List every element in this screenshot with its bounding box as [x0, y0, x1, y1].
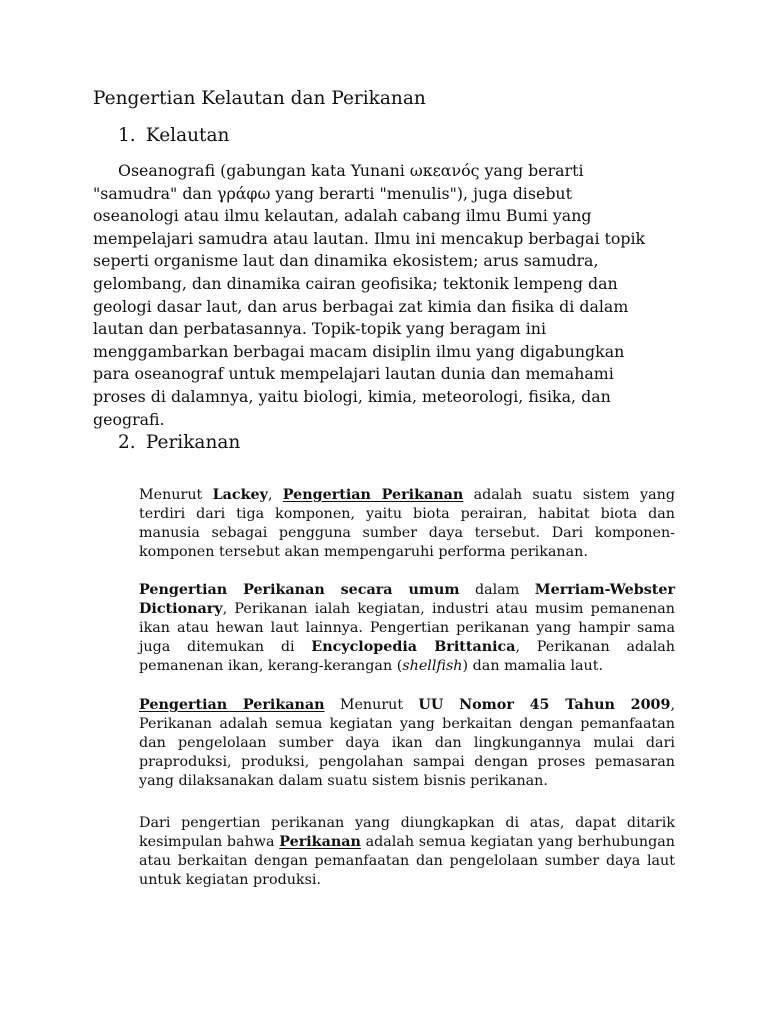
section-number: 1. — [118, 125, 136, 146]
text-span: Dari pengertian perikanan yang diungkapkan di atas, dapat ditarik kesimpulan bahwa — [139, 815, 675, 850]
section-title: Perikanan — [145, 432, 241, 453]
text-span: , Perikanan adalah semua kegiatan yang berkaitan dengan pemanfaatan dan pengelolaan sumber daya ikan dan lingkungannya mulai dari praproduksi, produksi, pengolahan sampai dengan proses pemasaran yang dilaksanakan dalam suatu sistem bisnis perikanan. — [139, 697, 675, 789]
underlined-term: Perikanan — [279, 834, 361, 850]
text-span: , — [267, 487, 283, 503]
text-span: adalah suatu sistem yang terdiri dari tiga komponen, yaitu biota perairan, habitat biota dan manusia sebagai pengguna sumber daya tersebut. Dari komponen-komponen tersebut akan mempengaruhi performa perikanan. — [139, 487, 675, 560]
perikanan-paragraph-lackey — [139, 486, 675, 562]
underlined-term: Pengertian Perikanan — [282, 487, 464, 503]
text-span: Menurut — [139, 487, 213, 503]
bold-uu-nomor: UU Nomor 45 Tahun 2009 — [418, 697, 671, 713]
section-heading-kelautan — [118, 125, 229, 146]
perikanan-paragraph-uu — [139, 696, 675, 791]
perikanan-paragraph-umum — [139, 581, 675, 676]
text-span: adalah semua kegiatan yang berhubungan atau berkaitan dengan pemanfaatan dan pengelolaan sumber daya laut untuk kegiatan produksi. — [139, 834, 675, 888]
text-span: dalam — [459, 582, 535, 598]
section-title: Kelautan — [145, 125, 230, 146]
text-span: , Perikanan ialah kegiatan, industri atau musim pemanenan ikan atau hewan laut lainnya. Pengertian perikanan yang hampir sama juga ditemukan di — [139, 601, 675, 655]
page-title: Pengertian Kelautan dan Perikanan — [93, 88, 426, 109]
text-span: ) dan mamalia laut. — [462, 658, 604, 674]
italic-shellfish: shellfish — [402, 658, 463, 674]
bold-merriam-webster: Merriam-Webster Dictionary — [139, 582, 676, 617]
bold-encyclopedia-brittanica: Encyclopedia Brittanica — [311, 639, 516, 655]
text-span: , Perikanan adalah pemanenan ikan, kerang-kerangan ( — [139, 639, 675, 674]
perikanan-paragraph-kesimpulan — [139, 814, 675, 890]
kelautan-paragraph: Oseanografi (gabungan kata Yunani ωκεανός yang berarti "samudra" dan γράφω yang berarti "menulis"), juga disebut oseanologi atau ilmu kelautan, adalah cabang ilmu Bumi yang mempelajari samudra atau lautan. Ilmu ini mencakup berbagai topik seperti organisme laut dan dinamika ekosistem; arus samudra, gelombang, dan dinamika cairan geofisika; tektonik lempeng dan geologi dasar laut, dan arus berbagai zat kimia dan fisika di dalam lautan dan perbatasannya. Topik-topik yang beragam ini menggambarkan berbagai macam disiplin ilmu yang digabungkan para oseanograf untuk mempelajari lautan dunia dan memahami proses di dalamnya, yaitu biologi, kimia, meteorologi, fisika, dan geografi. — [93, 161, 646, 429]
underlined-lead: Pengertian Perikanan — [139, 697, 325, 713]
bold-lead: Pengertian Perikanan secara umum — [139, 582, 460, 598]
section-number: 2. — [118, 432, 136, 453]
bold-lackey: Lackey — [212, 487, 268, 503]
section-heading-perikanan — [118, 432, 240, 453]
text-span: Menurut — [324, 697, 419, 713]
